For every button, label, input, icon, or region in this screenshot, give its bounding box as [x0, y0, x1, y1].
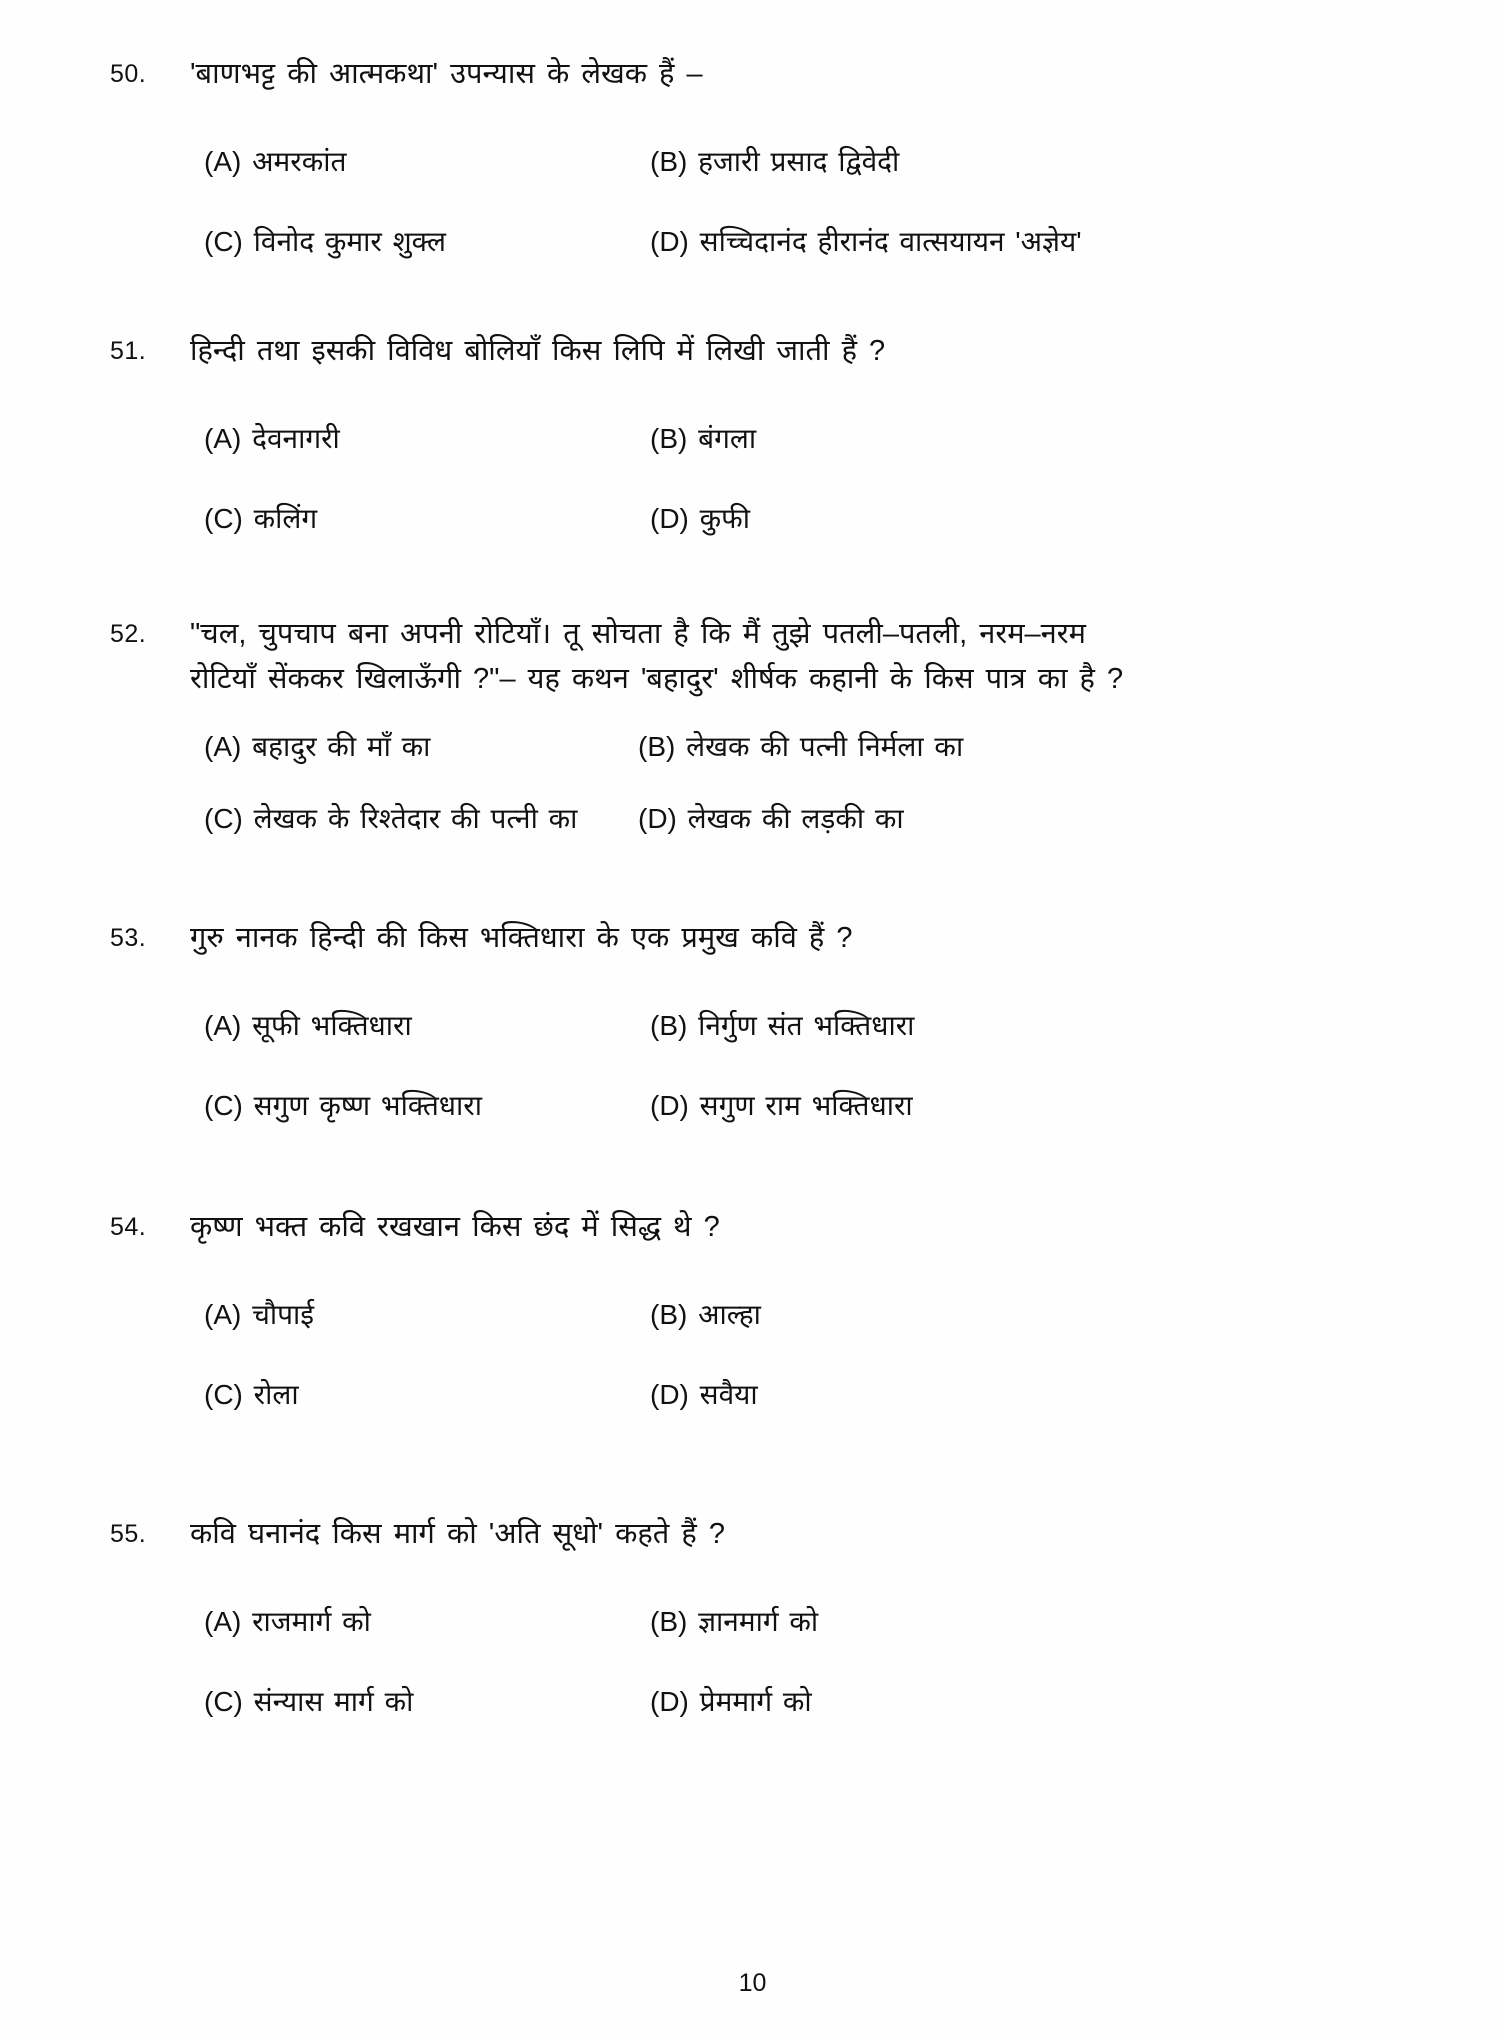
question-block-55	[110, 1512, 1395, 1723]
option-52-a[interactable]: (A) बहादुर की माँ का	[204, 730, 431, 762]
option-50-d[interactable]: (D) सच्चिदानंद हीरानंद वात्सयायन 'अज्ञेय'	[650, 225, 1082, 257]
question-block-52	[110, 612, 1395, 840]
option-51-d[interactable]: (D) कुफी	[650, 502, 750, 534]
option-51-b[interactable]: (B) बंगला	[650, 422, 757, 454]
question-heading-55	[110, 1512, 1395, 1557]
option-54-a[interactable]: (A) चौपाई	[204, 1298, 315, 1330]
page-number: 10	[738, 1969, 767, 1997]
question-block-51	[110, 329, 1395, 540]
question-heading-53	[110, 916, 1395, 961]
question-number-53: 53.	[110, 923, 147, 952]
question-text-52	[190, 612, 1395, 702]
option-55-c[interactable]: (C) संन्यास मार्ग को	[204, 1685, 414, 1717]
question-heading-54	[110, 1205, 1395, 1250]
question-heading-52	[110, 612, 1395, 702]
option-row-53-ab	[110, 1005, 1395, 1047]
option-row-54-ab	[110, 1294, 1395, 1336]
option-55-d[interactable]: (D) प्रेममार्ग को	[650, 1685, 812, 1717]
question-number-52: 52.	[110, 619, 147, 648]
option-55-b[interactable]: (B) ज्ञानमार्ग को	[650, 1605, 819, 1637]
question-block-53	[110, 916, 1395, 1127]
question-block-54	[110, 1205, 1395, 1416]
option-54-d[interactable]: (D) सवैया	[650, 1378, 758, 1410]
option-row-52-ab	[110, 726, 1395, 768]
option-row-51-ab	[110, 418, 1395, 460]
option-53-d[interactable]: (D) सगुण राम भक्तिधारा	[650, 1089, 913, 1121]
question-heading-50	[110, 52, 1395, 97]
option-51-c[interactable]: (C) कलिंग	[204, 502, 318, 534]
question-text-51: हिन्दी तथा इसकी विविध बोलियाँ किस लिपि में लिखी जाती हैं ?	[190, 334, 886, 367]
question-number-54: 54.	[110, 1212, 147, 1241]
option-row-52-cd	[110, 798, 1395, 840]
option-51-a[interactable]: (A) देवनागरी	[204, 422, 340, 454]
option-row-55-ab	[110, 1601, 1395, 1643]
option-50-c[interactable]: (C) विनोद कुमार शुक्ल	[204, 225, 446, 257]
question-number-51: 51.	[110, 336, 147, 365]
option-row-50-cd	[110, 221, 1395, 263]
option-52-d[interactable]: (D) लेखक की लड़की का	[638, 802, 904, 834]
question-text-52-line2: रोटियाँ सेंककर खिलाऊँगी ?"– यह कथन 'बहादुर' शीर्षक कहानी के किस पात्र का है ?	[190, 662, 1124, 695]
option-50-a[interactable]: (A) अमरकांत	[204, 145, 347, 177]
question-text-53: गुरु नानक हिन्दी की किस भक्तिधारा के एक प्रमुख कवि हैं ?	[190, 921, 853, 954]
question-text-52-line1: "चल, चुपचाप बना अपनी रोटियाँ। तू सोचता है कि मैं तुझे पतली–पतली, नरम–नरम	[190, 617, 1086, 650]
question-number-55: 55.	[110, 1519, 147, 1548]
question-number-50: 50.	[110, 60, 147, 88]
option-53-c[interactable]: (C) सगुण कृष्ण भक्तिधारा	[204, 1089, 482, 1121]
option-row-53-cd	[110, 1085, 1395, 1127]
question-heading-51	[110, 329, 1395, 374]
option-row-51-cd	[110, 498, 1395, 540]
option-53-a[interactable]: (A) सूफी भक्तिधारा	[204, 1009, 412, 1041]
question-text-55: कवि घनानंद किस मार्ग को 'अति सूधो' कहते हैं ?	[190, 1517, 725, 1550]
option-53-b[interactable]: (B) निर्गुण संत भक्तिधारा	[650, 1009, 915, 1041]
option-row-55-cd	[110, 1681, 1395, 1723]
question-text-54: कृष्ण भक्त कवि रखखान किस छंद में सिद्ध थे ?	[190, 1210, 720, 1243]
option-52-b[interactable]: (B) लेखक की पत्नी निर्मला का	[638, 730, 964, 762]
option-52-c[interactable]: (C) लेखक के रिश्तेदार की पत्नी का	[204, 802, 578, 834]
option-row-54-cd	[110, 1374, 1395, 1416]
option-row-50-ab	[110, 141, 1395, 183]
question-block-50	[110, 52, 1395, 263]
option-55-a[interactable]: (A) राजमार्ग को	[204, 1605, 371, 1637]
question-text-50: 'बाणभट्ट की आत्मकथा' उपन्यास के लेखक हैं –	[190, 58, 703, 90]
option-54-c[interactable]: (C) रोला	[204, 1378, 299, 1410]
option-50-b[interactable]: (B) हजारी प्रसाद द्विवेदी	[650, 145, 900, 177]
option-54-b[interactable]: (B) आल्हा	[650, 1298, 761, 1330]
